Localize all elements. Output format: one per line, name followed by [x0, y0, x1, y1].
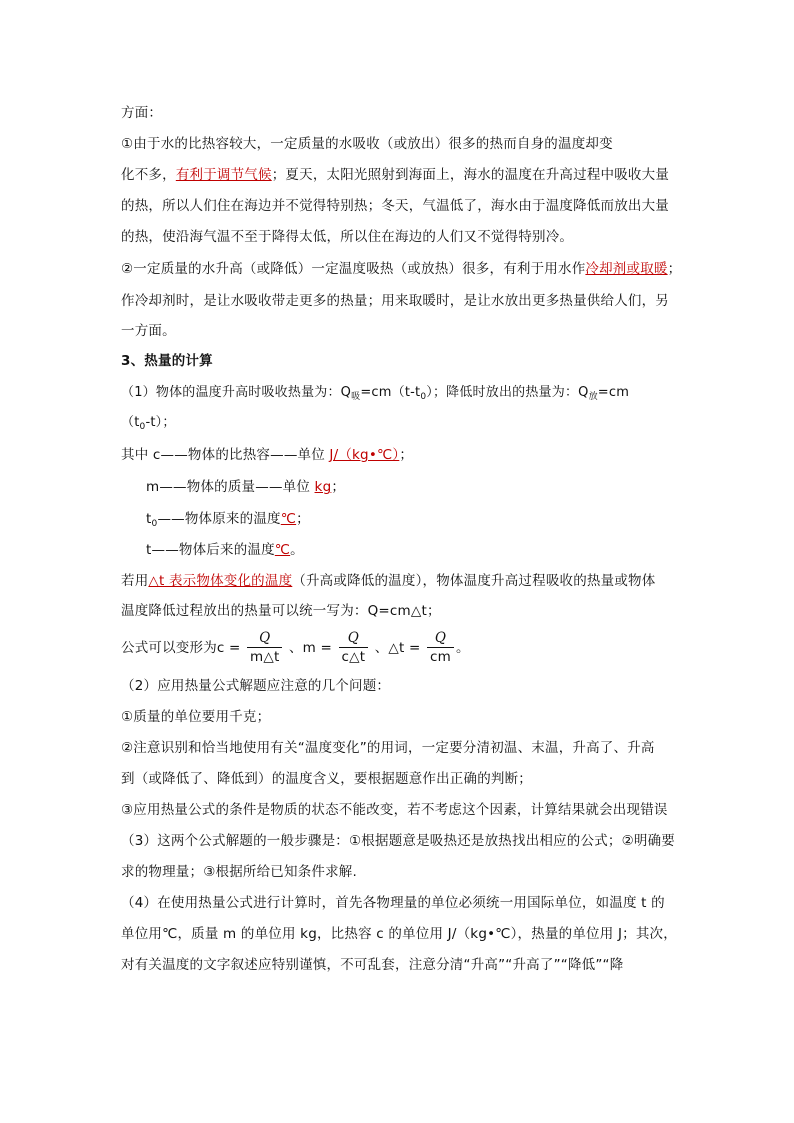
formula-line: （1）物体的温度升高时吸收热量为：$Q_吸=cm(t-t_0)$；降低时放出的热量为：$Q_放=cm$	[121, 385, 630, 402]
fraction-c: $\frac{Q}{m\triangle t}$	[247, 630, 282, 666]
unit-t: ℃	[274, 542, 291, 558]
def-c: 其中 c——物体的比热容——单位 J/（kg•℃）；	[121, 447, 414, 463]
unit-t0: ℃	[280, 511, 297, 527]
heading-fangmian: 方面：	[121, 105, 163, 121]
unit-m: kg	[314, 479, 332, 495]
paragraph-line: ②一定质量的水升高（或降低）一定温度吸热（或放热）很多，有利于用水作冷却剂或取暖；	[121, 261, 682, 277]
paragraph-line: 到（或降低了、降低到）的温度含义，要根据题意作出正确的判断；	[121, 771, 532, 787]
highlight-delta-t: △t 表示物体变化的温度	[148, 573, 293, 589]
paragraph-line: 单位用℃，质量 m 的单位用 kg，比热容 c 的单位用 J/（kg•℃），热量的单位用 J；其次，	[121, 926, 677, 942]
unit-c: J/（kg•℃）	[329, 447, 400, 463]
formula-line: $(t_0-t)$；	[121, 415, 176, 432]
paragraph-line: 的热，所以人们住在海边并不觉得特别热；冬天，气温低了，海水由于温度降低而放出大量	[121, 198, 669, 214]
paragraph-line: 温度降低过程放出的热量可以统一写为：Q=cm△t；	[121, 603, 441, 619]
paragraph-line: 化不多，有利于调节气候；夏天，太阳光照射到海面上，海水的温度在升高过程中吸收大量	[121, 167, 670, 183]
paragraph-line: ①由于水的比热容较大，一定质量的水吸收（或放出）很多的热而自身的温度却变	[121, 136, 613, 152]
paragraph-line: ②注意识别和恰当地使用有关“温度变化”的用词，一定要分清初温、末温，升高了、升高	[121, 740, 655, 756]
paragraph-line: 求的物理量；③根据所给已知条件求解.	[121, 864, 357, 880]
section-title: 3、热量的计算	[121, 353, 213, 369]
paragraph-line: 一方面。	[121, 323, 176, 339]
paragraph-line: 若用△t 表示物体变化的温度（升高或降低的温度），物体温度升高过程吸收的热量或物体	[121, 573, 656, 589]
paragraph-line: ①质量的单位要用千克；	[121, 709, 271, 725]
highlight-climate: 有利于调节气候	[175, 167, 272, 183]
paragraph-line: ③应用热量公式的条件是物质的状态不能改变，若不考虑这个因素，计算结果就会出现错误	[121, 802, 668, 818]
paragraph-line: 对有关温度的文字叙述应特别谨慎，不可乱套，注意分清“升高”“升高了”“降低”“降	[121, 957, 624, 973]
highlight-coolant: 冷却剂或取暖	[585, 261, 668, 277]
fraction-dt: $\frac{Q}{cm}$	[427, 630, 454, 666]
def-t: t——物体后来的温度℃。	[146, 542, 304, 558]
paragraph-line: 作冷却剂时，是让水吸收带走更多的热量；用来取暖时，是让水放出更多热量供给人们，另	[121, 293, 669, 309]
paragraph-line: （4）在使用热量公式进行计算时，首先各物理量的单位必须统一用国际单位，如温度 t 的	[121, 895, 665, 911]
fraction-m: $\frac{Q}{c\triangle t}$	[339, 630, 369, 666]
paragraph-line: 的热，使沿海气温不至于降得太低，所以住在海边的人们又不觉得特别冷。	[121, 229, 574, 245]
paragraph-line: （2）应用热量公式解题应注意的几个问题：	[121, 678, 391, 694]
formula-transform-line: 公式可以变形为c = $\frac{Q}{m\triangle t}$ 、m = $\frac{Q}{c\triangle t}$ 、△t = $\frac{Q}{cm}$ 。	[121, 630, 470, 665]
def-m: m——物体的质量——单位 kg；	[146, 479, 346, 495]
paragraph-line: （3）这两个公式解题的一般步骤是：①根据题意是吸热还是放热找出相应的公式；②明确要	[121, 833, 675, 849]
def-t0: $t_0——$物体原来的温度℃；	[146, 511, 310, 529]
